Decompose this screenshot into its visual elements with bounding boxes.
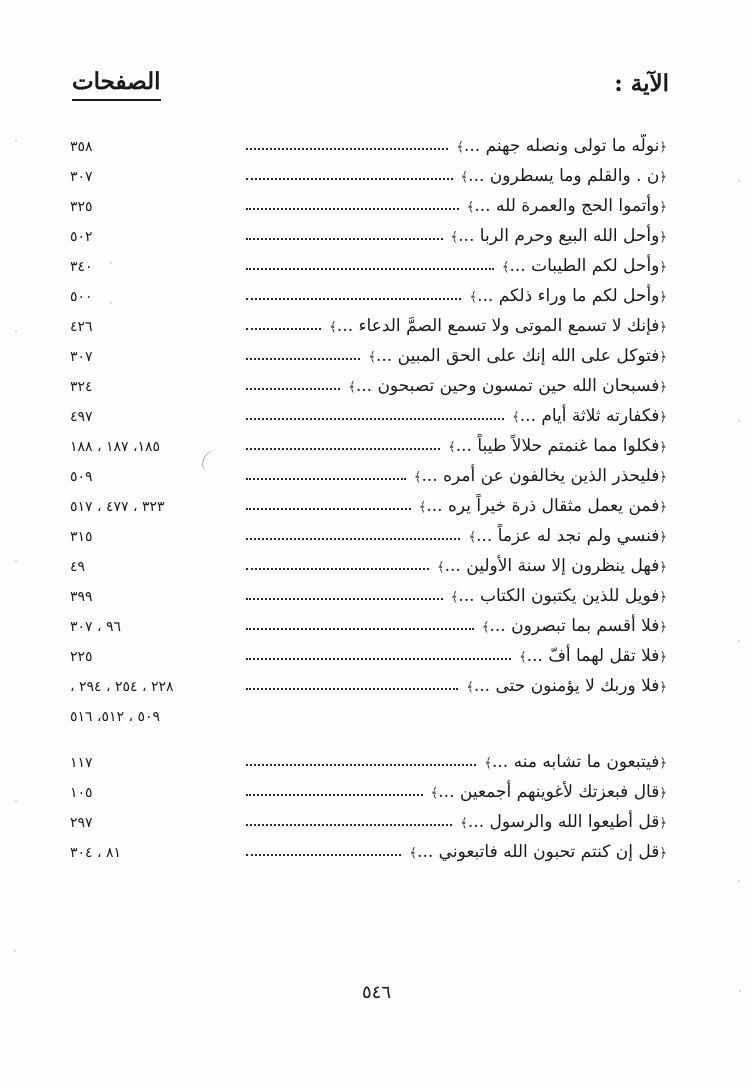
ornate-bracket-open-icon: ﴿	[659, 500, 667, 515]
index-row	[0, 748, 753, 778]
page-references: ٤٢٦	[70, 319, 93, 335]
verse-entry	[451, 224, 667, 250]
dot-leader	[246, 504, 411, 510]
dot-leader	[246, 594, 443, 600]
index-row	[0, 808, 753, 838]
ornate-bracket-close-icon: ﴾	[368, 350, 377, 365]
ornate-bracket-close-icon: ﴾	[437, 560, 445, 575]
scan-speck	[738, 180, 740, 182]
verse-text: وأحل لكم ما وراء ذلكم	[498, 286, 660, 306]
ornate-bracket-close-icon: ﴾	[519, 650, 527, 665]
ornate-bracket-close-icon: ﴾	[450, 230, 459, 245]
verse-entry	[409, 840, 667, 866]
index-row	[0, 672, 753, 702]
ornate-bracket-close-icon: ﴾	[460, 816, 468, 831]
ellipsis-icon: ...	[467, 812, 490, 832]
verse-entry	[502, 254, 667, 280]
verse-entry	[414, 464, 667, 490]
dot-leader	[246, 324, 321, 330]
dot-leader	[246, 684, 458, 690]
scan-speck	[110, 262, 112, 264]
dot-leader	[246, 144, 448, 150]
ornate-bracket-close-icon: ﴾	[466, 200, 475, 215]
ornate-bracket-open-icon: ﴿	[659, 350, 667, 365]
page-references: ١٠٥	[70, 785, 93, 801]
index-row	[0, 642, 753, 672]
column-title-pages: الصفحات	[72, 68, 161, 101]
verse-entry	[451, 584, 667, 610]
verse-text: فكفارته ثلاثة أيام	[541, 406, 660, 426]
dot-leader	[246, 624, 474, 630]
ornate-bracket-close-icon: ﴾	[456, 140, 464, 155]
ornate-bracket-open-icon: ﴿	[659, 200, 667, 215]
ornate-bracket-close-icon: ﴾	[418, 500, 427, 515]
page-references: ٥٠٠	[70, 289, 93, 305]
ornate-bracket-close-icon: ﴾	[430, 786, 439, 801]
page-references: ٣٤٠	[70, 259, 93, 275]
ornate-bracket-open-icon: ﴿	[659, 290, 667, 305]
page-references: ٣٩٩	[70, 589, 93, 605]
dot-leader	[246, 384, 340, 390]
index-row	[0, 222, 753, 252]
verse-entry	[329, 314, 667, 340]
verse-text: فهل ينظرون إلا سنة الأولين	[466, 556, 660, 576]
verse-text: قل أطيعوا الله والرسول	[489, 812, 660, 832]
dot-leader	[246, 850, 401, 856]
ornate-bracket-close-icon: ﴾	[409, 846, 418, 861]
page-references: ٥٠٢	[70, 229, 93, 245]
ornate-bracket-open-icon: ﴿	[659, 470, 667, 485]
verse-text: فيتبعون ما تشابه منه	[513, 752, 660, 772]
ellipsis-icon: ...	[426, 496, 448, 516]
page-references: ٣٠٧	[70, 169, 93, 185]
ellipsis-icon: ...	[519, 406, 542, 426]
ellipsis-icon: ...	[444, 556, 467, 576]
ornate-bracket-close-icon: ﴾	[348, 380, 356, 395]
dot-leader	[246, 790, 423, 796]
ornate-bracket-open-icon: ﴿	[659, 680, 667, 695]
verse-entry	[460, 810, 667, 836]
scan-speck	[15, 140, 17, 142]
page-references: ٤٩	[70, 559, 86, 575]
dot-leader	[246, 820, 452, 826]
index-row	[0, 522, 753, 552]
page-references: ٥٠٩	[70, 469, 93, 485]
verse-entry	[484, 750, 667, 776]
page-references: ٢٢٥	[70, 649, 93, 665]
dot-leader	[246, 564, 429, 570]
index-row	[0, 552, 753, 582]
dot-leader	[246, 444, 440, 450]
ellipsis-icon: ...	[468, 166, 490, 186]
verse-text: فلا وربك لا يؤمنون حتى	[495, 676, 660, 696]
ornate-bracket-close-icon: ﴾	[329, 320, 337, 335]
verse-entry	[348, 374, 667, 400]
scan-speck	[738, 640, 740, 642]
index-row	[0, 132, 753, 162]
page-references: ٣١٥	[70, 529, 93, 545]
index-row	[0, 252, 753, 282]
ornate-bracket-open-icon: ﴿	[659, 560, 667, 575]
verse-entry	[512, 404, 667, 430]
ellipsis-icon: ...	[476, 526, 498, 546]
index-list	[0, 132, 753, 868]
verse-entry	[431, 780, 667, 806]
verse-entry	[466, 674, 667, 700]
page-references: ٢٩٧	[70, 815, 93, 831]
page-references: ٣٠٧	[70, 349, 93, 365]
ornate-bracket-close-icon: ﴾	[469, 290, 478, 305]
ornate-bracket-open-icon: ﴿	[659, 380, 667, 395]
verse-text: فإنك لا تسمع الموتى ولا تسمع الصمَّ الدعاء	[358, 316, 660, 336]
ornate-bracket-open-icon: ﴿	[659, 440, 667, 455]
ellipsis-icon: ...	[376, 346, 398, 366]
ornate-bracket-close-icon: ﴾	[501, 260, 510, 275]
verse-text: وأحل لكم الطيبات	[531, 256, 660, 276]
dot-leader	[246, 234, 443, 240]
scan-speck	[15, 800, 17, 802]
ornate-bracket-open-icon: ﴿	[659, 590, 667, 605]
ornate-bracket-open-icon: ﴿	[659, 530, 667, 545]
verse-text: فلا أقسم بما تبصرون	[511, 616, 660, 636]
ellipsis-icon: ...	[355, 376, 378, 396]
ellipsis-icon: ...	[477, 286, 499, 306]
verse-text: فكلوا مما غنمتم حلالاً طيباً	[477, 436, 660, 456]
dot-leader	[246, 204, 459, 210]
dot-leader	[246, 264, 494, 270]
ornate-bracket-open-icon: ﴿	[659, 846, 667, 861]
dot-leader	[246, 654, 511, 660]
index-row	[0, 372, 753, 402]
index-row	[0, 342, 753, 372]
verse-entry	[448, 434, 667, 460]
verse-text: فلا تقل لهما أفّ	[548, 646, 660, 666]
dot-leader	[246, 174, 453, 180]
ellipsis-icon: ...	[458, 226, 480, 246]
ellipsis-icon: ...	[421, 466, 444, 486]
index-row	[0, 162, 753, 192]
ellipsis-icon: ...	[463, 136, 486, 156]
index-row	[0, 462, 753, 492]
verse-text: فمن يعمل مثقال ذرة خيراً يره	[448, 496, 660, 516]
page-references: ٥٠٩ ، ٥١٢، ٥١٦	[70, 709, 161, 725]
ellipsis-icon: ...	[417, 842, 439, 862]
verse-text: نولّه ما تولى ونصله جهنم	[485, 136, 660, 156]
dot-leader	[246, 534, 460, 540]
scan-speck	[738, 420, 740, 422]
ornate-bracket-close-icon: ﴾	[460, 170, 469, 185]
scan-speck	[14, 950, 16, 952]
verse-entry	[482, 614, 667, 640]
ornate-bracket-open-icon: ﴿	[659, 756, 667, 771]
page-references: ٢٢٨ ، ٢٥٤ ، ٢٩٤ ،	[70, 679, 174, 695]
verse-entry	[468, 524, 667, 550]
ellipsis-icon: ...	[336, 316, 359, 336]
verse-text: وأحل الله البيع وحرم الربا	[479, 226, 660, 246]
verse-entry	[419, 494, 667, 520]
ellipsis-icon: ...	[438, 782, 460, 802]
index-row	[0, 312, 753, 342]
verse-text: فتوكل على الله إنك على الحق المبين	[397, 346, 660, 366]
page-references: ١١٧	[70, 755, 93, 771]
ornate-bracket-open-icon: ﴿	[659, 230, 667, 245]
ornate-bracket-close-icon: ﴾	[450, 590, 459, 605]
ornate-bracket-open-icon: ﴿	[659, 140, 667, 155]
page-references: ٣٢٣ ، ٤٧٧ ، ٥١٧	[70, 499, 165, 515]
page-references: ٩٦ ، ٣٠٧	[70, 619, 122, 635]
ornate-bracket-close-icon: ﴾	[512, 410, 520, 425]
index-row	[0, 192, 753, 222]
page-references: ٨١ ، ٣٠٤	[70, 845, 122, 861]
verse-text: فنسي ولم نجد له عزماً	[497, 526, 660, 546]
index-row	[0, 778, 753, 808]
verse-text: فليحذر الذين يخالفون عن أمره	[443, 466, 660, 486]
page-references: ٣٥٨	[70, 139, 93, 155]
index-row	[0, 612, 753, 642]
ornate-bracket-close-icon: ﴾	[481, 620, 490, 635]
verse-text: فويل للذين يكتبون الكتاب	[479, 586, 660, 606]
ornate-bracket-close-icon: ﴾	[468, 530, 477, 545]
verse-text: وأتموا الحج والعمرة لله	[495, 196, 660, 216]
index-row	[0, 838, 753, 868]
dot-leader	[246, 414, 504, 420]
index-row	[0, 702, 753, 732]
scan-speck	[738, 880, 740, 882]
index-row	[0, 492, 753, 522]
ellipsis-icon: ...	[473, 676, 496, 696]
verse-entry	[456, 134, 667, 160]
dot-leader	[246, 354, 360, 360]
page-references: ٣٢٤	[70, 379, 93, 395]
ellipsis-icon: ...	[491, 752, 514, 772]
verse-text: ن . والقلم وما يسطرون	[489, 166, 660, 186]
dot-leader	[246, 760, 476, 766]
ornate-bracket-open-icon: ﴿	[659, 320, 667, 335]
scan-speck	[110, 302, 112, 304]
page-number: ٥٤٦	[361, 982, 391, 1003]
dot-leader	[246, 294, 461, 300]
page-references: ٤٩٧	[70, 409, 93, 425]
ornate-bracket-close-icon: ﴾	[413, 470, 422, 485]
verse-text: فسبحان الله حين تمسون وحين تصبحون	[377, 376, 660, 396]
verse-entry	[519, 644, 667, 670]
scan-speck	[739, 990, 741, 992]
verse-entry	[437, 554, 667, 580]
ellipsis-icon: ...	[489, 616, 512, 636]
verse-entry	[469, 284, 667, 310]
ornate-bracket-open-icon: ﴿	[659, 816, 667, 831]
page-references: ١٨٥، ١٨٧ ، ١٨٨	[70, 439, 161, 455]
ornate-bracket-open-icon: ﴿	[659, 260, 667, 275]
ornate-bracket-open-icon: ﴿	[659, 620, 667, 635]
ellipsis-icon: ...	[526, 646, 549, 666]
verse-entry	[467, 194, 667, 220]
scan-speck	[15, 560, 17, 562]
ellipsis-icon: ...	[455, 436, 478, 456]
ornate-bracket-open-icon: ﴿	[659, 170, 667, 185]
dot-leader	[246, 474, 406, 480]
ornate-bracket-close-icon: ﴾	[448, 440, 456, 455]
ellipsis-icon: ...	[474, 196, 496, 216]
index-row	[0, 582, 753, 612]
ornate-bracket-open-icon: ﴿	[659, 786, 667, 801]
ornate-bracket-open-icon: ﴿	[659, 410, 667, 425]
ellipsis-icon: ...	[509, 256, 532, 276]
verse-entry	[368, 344, 667, 370]
ornate-bracket-close-icon: ﴾	[484, 756, 492, 771]
column-title-verse: الآية :	[614, 70, 669, 97]
verse-text: قال فبعزتك لأغوينهم أجمعين	[459, 782, 660, 802]
ornate-bracket-close-icon: ﴾	[466, 680, 474, 695]
index-row	[0, 432, 753, 462]
index-row	[0, 282, 753, 312]
scan-speck	[15, 330, 17, 332]
page-references: ٣٢٥	[70, 199, 93, 215]
ornate-bracket-open-icon: ﴿	[659, 650, 667, 665]
verse-text: قل إن كنتم تحبون الله فاتبعوني	[438, 842, 660, 862]
ellipsis-icon: ...	[458, 586, 480, 606]
verse-entry	[461, 164, 667, 190]
index-row	[0, 402, 753, 432]
